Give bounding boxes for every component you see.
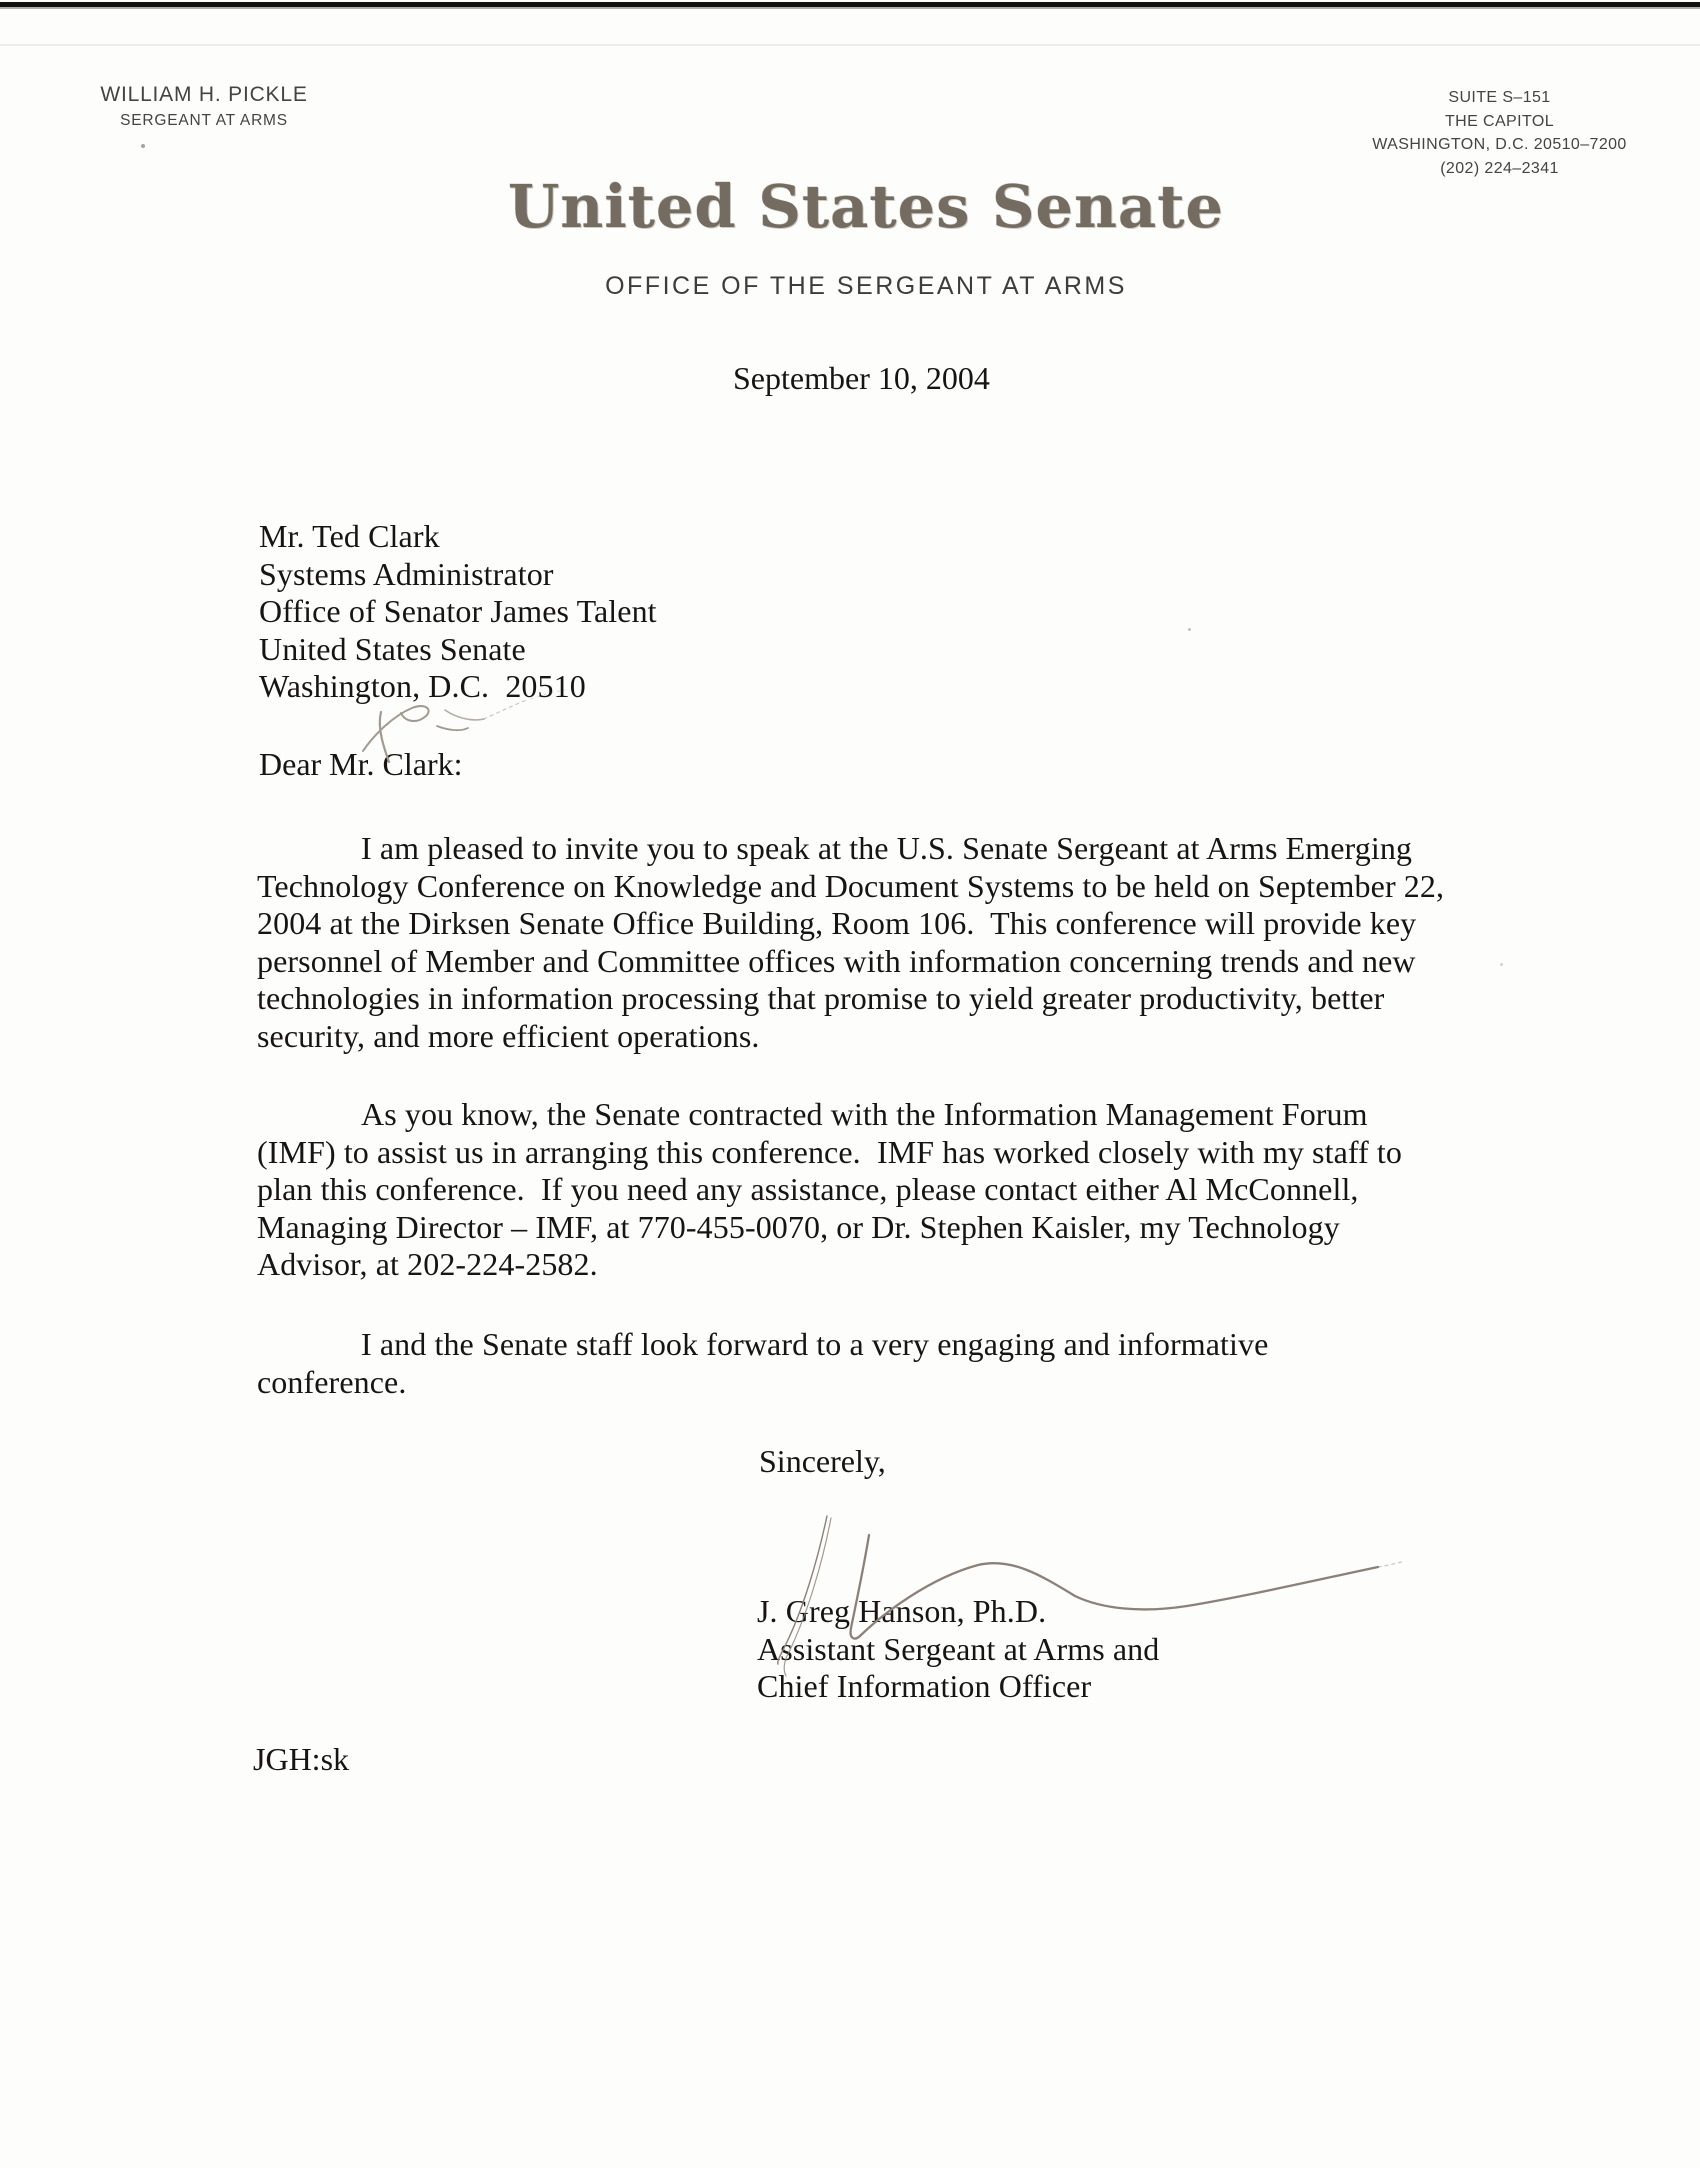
recipient-city-zip: Washington, D.C. 20510	[259, 668, 586, 705]
body-line: I and the Senate staff look forward to a very engaging and informative	[361, 1326, 1269, 1362]
recipient-name: Mr. Ted Clark	[259, 518, 440, 554]
body-paragraph-2	[257, 1096, 1402, 1284]
letterhead-sender-block	[96, 83, 312, 130]
sender-title: SERGEANT AT ARMS	[120, 112, 288, 129]
letterhead-building: THE CAPITOL	[1444, 112, 1555, 130]
dust-speck	[141, 144, 145, 148]
signer-name: J. Greg Hanson, Ph.D.	[757, 1593, 1047, 1629]
body-line: Managing Director – IMF, at 770-455-0070, or Dr. Stephen Kaisler, my Technology	[257, 1208, 1340, 1245]
letterhead-suite: SUITE S–151	[1448, 89, 1551, 106]
recipient-address-block	[259, 518, 657, 706]
sender-name: WILLIAM H. PICKLE	[100, 83, 308, 106]
valediction: Sincerely,	[759, 1443, 886, 1479]
body-line: I am pleased to invite you to speak at the U.S. Senate Sergeant at Arms Emerging	[361, 830, 1413, 866]
scan-artifact-top-edge-shadow	[0, 7, 1700, 9]
recipient-office: Office of Senator James Talent	[259, 593, 657, 630]
body-line: Technology Conference on Knowledge and Document Systems to be held on September 22,	[257, 867, 1445, 904]
body-paragraph-3	[257, 1326, 1268, 1401]
body-line: technologies in information processing that promise to yield greater productivity, better	[257, 980, 1385, 1017]
signer-title-line-1: Assistant Sergeant at Arms and	[757, 1630, 1160, 1667]
recipient-title: Systems Administrator	[259, 555, 554, 592]
letterhead-phone: (202) 224–2341	[1440, 159, 1559, 177]
office-subtitle: OFFICE OF THE SERGEANT AT ARMS	[605, 272, 1127, 300]
body-line: 2004 at the Dirksen Senate Office Building, Room 106. This conference will provide key	[257, 905, 1417, 942]
body-line: personnel of Member and Committee offices with information concerning trends and new	[257, 942, 1416, 979]
body-line: Advisor, at 202-224-2582.	[257, 1246, 598, 1283]
body-line: As you know, the Senate contracted with the Information Management Forum	[361, 1096, 1368, 1132]
recipient-org: United States Senate	[259, 630, 526, 667]
dust-speck	[1188, 628, 1191, 631]
signer-title-line-2: Chief Information Officer	[757, 1668, 1092, 1705]
signature-block	[757, 1593, 1159, 1706]
salutation: Dear Mr. Clark:	[259, 746, 463, 782]
body-line: conference.	[257, 1363, 407, 1400]
letterhead-address-block	[1352, 86, 1647, 180]
scan-smudge-line	[0, 44, 1700, 46]
dust-speck	[1500, 963, 1503, 966]
reference-initials: JGH:sk	[253, 1741, 350, 1777]
body-line: plan this conference. If you need any assistance, please contact either Al McConnell,	[257, 1171, 1359, 1208]
letterhead-city-zip: WASHINGTON, D.C. 20510–7200	[1372, 136, 1627, 153]
body-line: security, and more efficient operations.	[257, 1017, 760, 1054]
body-paragraph-1	[257, 830, 1444, 1056]
date-line: September 10, 2004	[733, 360, 990, 396]
body-line: (IMF) to assist us in arranging this conference. IMF has worked closely with my staff to	[257, 1133, 1402, 1170]
organization-title: United States Senate	[507, 172, 1225, 241]
